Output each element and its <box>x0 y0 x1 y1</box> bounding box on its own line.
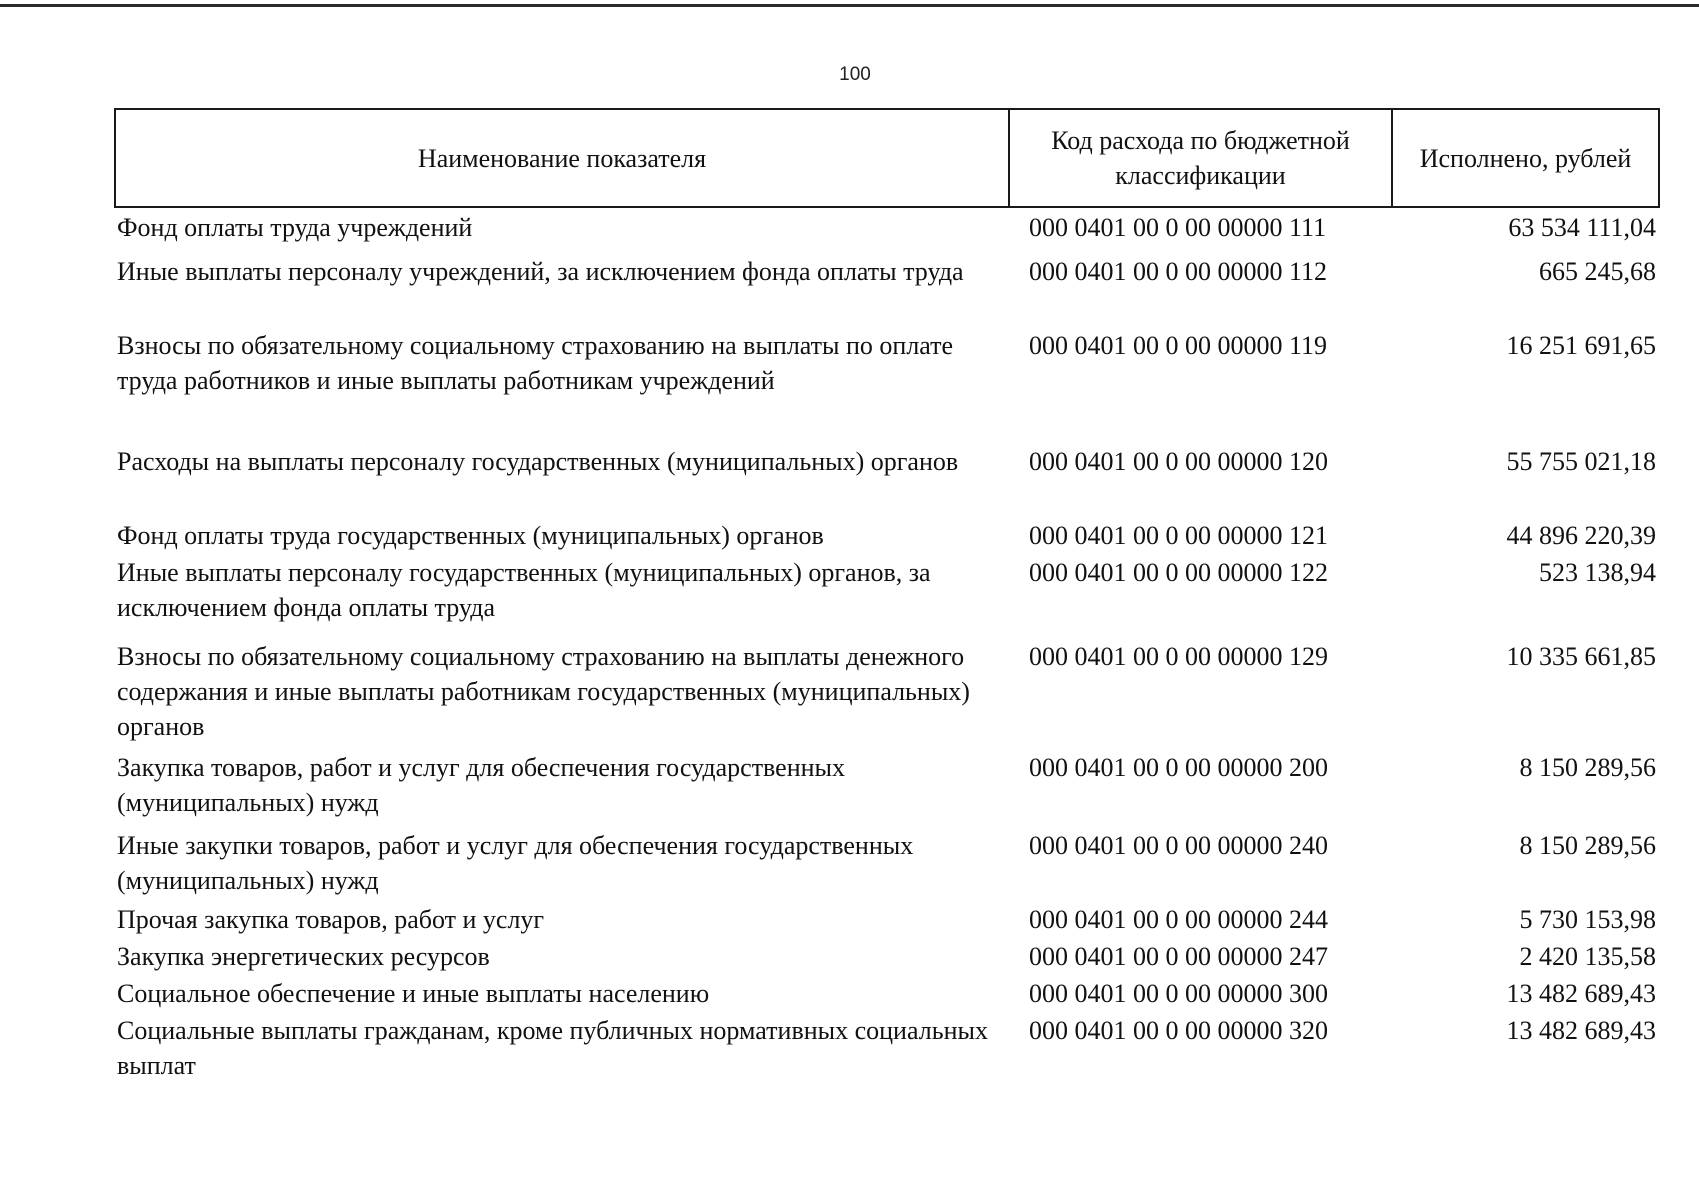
row-code: 000 0401 00 0 00 00000 112 <box>1029 257 1328 286</box>
row-code: 000 0401 00 0 00 00000 300 <box>1029 979 1328 1008</box>
table-row <box>117 828 1658 902</box>
row-code: 000 0401 00 0 00 00000 121 <box>1029 521 1328 550</box>
row-name: Расходы на выплаты персоналу государственных (муниципальных) органов <box>117 447 959 476</box>
table-row <box>117 210 1658 254</box>
page-number: 100 <box>839 64 871 85</box>
row-amount: 16 251 691,65 <box>1506 331 1656 360</box>
row-name: Закупка энергетических ресурсов <box>117 942 490 971</box>
row-name: Взносы по обязательному социальному страхованию на выплаты по оплате труда работников и иные выплаты работникам учреждений <box>117 331 954 395</box>
row-name: Закупка товаров, работ и услуг для обеспечения государственных (муниципальных) нужд <box>117 753 846 817</box>
row-amount: 2 420 135,58 <box>1519 942 1656 971</box>
row-name: Прочая закупка товаров, работ и услуг <box>117 905 545 934</box>
row-code: 000 0401 00 0 00 00000 200 <box>1029 753 1328 782</box>
row-name: Фонд оплаты труда учреждений <box>117 213 473 242</box>
row-code: 000 0401 00 0 00 00000 320 <box>1029 1016 1328 1045</box>
table-row <box>117 328 1658 444</box>
row-name: Социальные выплаты гражданам, кроме публичных нормативных социальных выплат <box>117 1016 988 1080</box>
row-code: 000 0401 00 0 00 00000 247 <box>1029 942 1328 971</box>
table-body <box>117 210 1658 1087</box>
table-row <box>117 444 1658 518</box>
row-code: 000 0401 00 0 00 00000 122 <box>1029 558 1328 587</box>
header-amount: Исполнено, рублей <box>1391 110 1658 206</box>
table-header <box>114 108 1660 208</box>
row-name: Иные выплаты персоналу учреждений, за исключением фонда оплаты труда <box>117 257 964 286</box>
row-amount: 55 755 021,18 <box>1506 447 1656 476</box>
row-amount: 5 730 153,98 <box>1519 905 1656 934</box>
row-amount: 13 482 689,43 <box>1506 979 1656 1008</box>
row-name: Фонд оплаты труда государственных (муниципальных) органов <box>117 521 824 550</box>
row-amount: 44 896 220,39 <box>1506 521 1656 550</box>
table-row <box>117 254 1658 328</box>
row-code: 000 0401 00 0 00 00000 119 <box>1029 331 1328 360</box>
row-name: Социальное обеспечение и иные выплаты населению <box>117 979 710 1008</box>
row-amount: 63 534 111,04 <box>1508 213 1656 242</box>
table-row <box>117 1013 1658 1087</box>
table-row <box>117 518 1658 555</box>
row-amount: 13 482 689,43 <box>1506 1016 1656 1045</box>
table-row <box>117 976 1658 1013</box>
row-name: Взносы по обязательному социальному страхованию на выплаты денежного содержания и иные выплаты работникам государственных (муниципальных) органов <box>117 642 970 741</box>
top-border-line <box>0 4 1699 7</box>
table-row <box>117 639 1658 750</box>
table-row <box>117 750 1658 828</box>
table-row <box>117 555 1658 639</box>
row-name: Иные закупки товаров, работ и услуг для обеспечения государственных (муниципальных) нужд <box>117 831 914 895</box>
row-code: 000 0401 00 0 00 00000 120 <box>1029 447 1328 476</box>
header-name: Наименование показателя <box>417 143 707 173</box>
table-row <box>117 939 1658 976</box>
row-name: Иные выплаты персоналу государственных (муниципальных) органов, за исключением фонда оплаты труда <box>117 558 931 622</box>
row-amount: 8 150 289,56 <box>1519 831 1656 860</box>
row-amount: 665 245,68 <box>1539 257 1656 286</box>
row-amount: 10 335 661,85 <box>1506 642 1656 671</box>
table-row <box>117 902 1658 939</box>
row-code: 000 0401 00 0 00 00000 240 <box>1029 831 1328 860</box>
header-code: Код расхода по бюджетной классификации <box>1008 110 1391 206</box>
row-code: 000 0401 00 0 00 00000 244 <box>1029 905 1328 934</box>
row-code: 000 0401 00 0 00 00000 129 <box>1029 642 1328 671</box>
row-amount: 523 138,94 <box>1539 558 1656 587</box>
row-amount: 8 150 289,56 <box>1519 753 1656 782</box>
row-code: 000 0401 00 0 00 00000 111 <box>1029 213 1327 242</box>
